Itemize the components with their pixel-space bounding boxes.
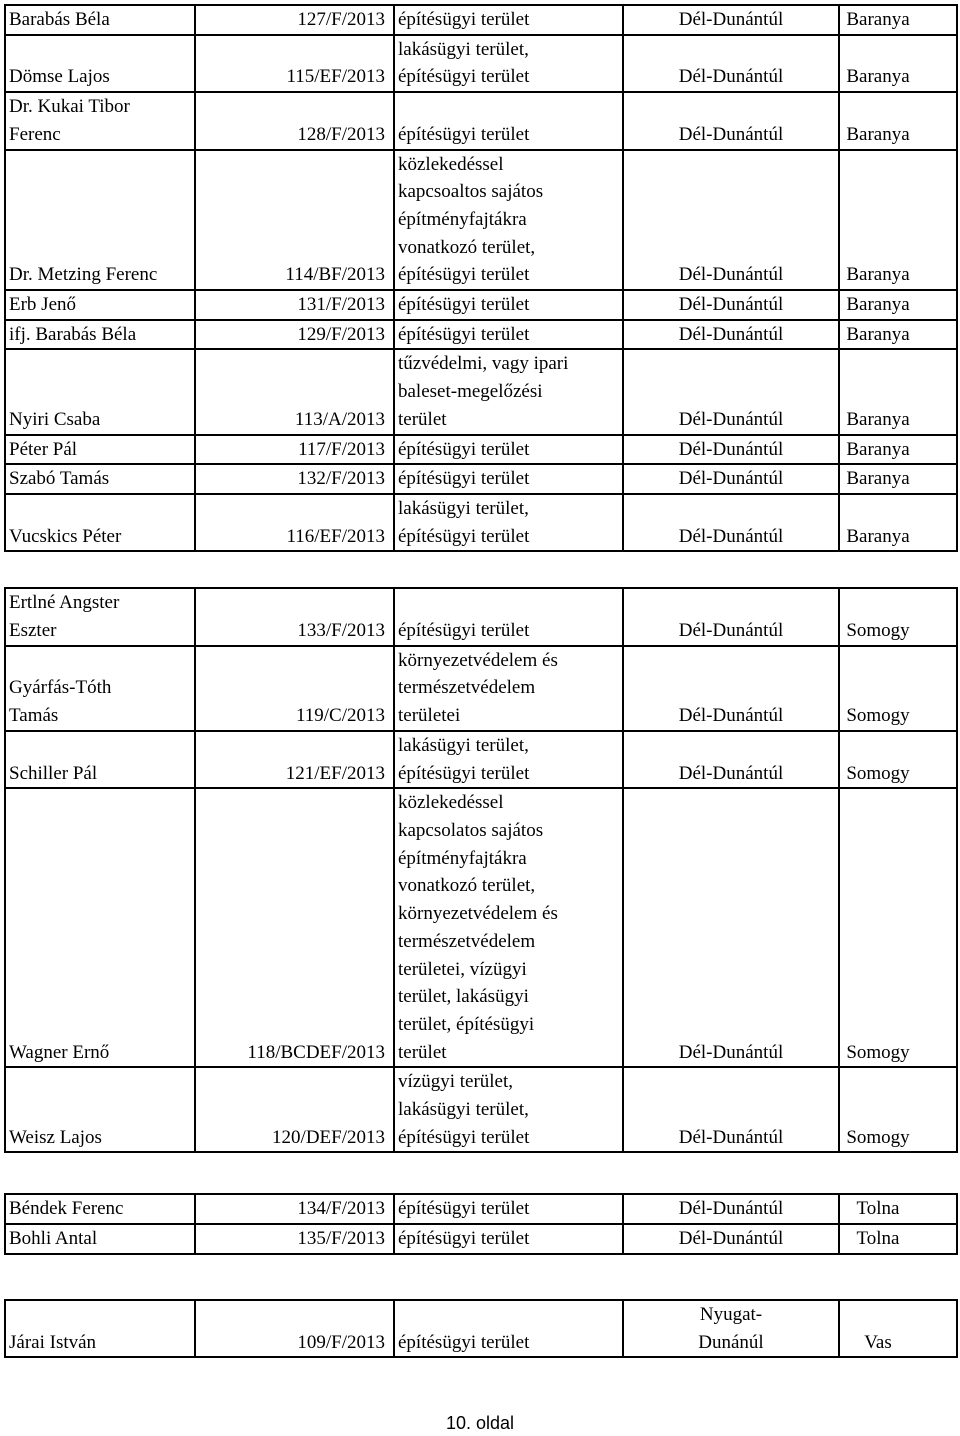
table-row — [5, 588, 957, 645]
register-table — [4, 587, 958, 1153]
area-line: lakásügyi terület, — [398, 734, 529, 756]
name-line: Járai István — [9, 1331, 97, 1353]
county-cell: Baranya — [839, 150, 957, 291]
region-cell — [623, 150, 839, 291]
register-table — [4, 1193, 958, 1254]
area-line: természetvédelem — [398, 677, 536, 699]
region-cell — [623, 464, 839, 494]
region-cell — [623, 349, 839, 434]
specialty-area-cell — [394, 1300, 623, 1357]
expert-name-cell — [5, 35, 195, 92]
specialty-area-cell — [394, 435, 623, 465]
area-line: építésügyi terület — [398, 762, 530, 784]
table-row — [5, 1300, 957, 1357]
specialty-area-cell — [394, 1067, 623, 1152]
specialty-area-cell — [394, 788, 623, 1067]
specialty-area-cell — [394, 588, 623, 645]
area-line: kapcsoaltos sajátos — [398, 181, 544, 203]
area-line: lakásügyi terület, — [398, 1099, 529, 1121]
specialty-area-cell — [394, 1194, 623, 1224]
county-cell: Baranya — [839, 464, 957, 494]
area-line: lakásügyi terület, — [398, 497, 529, 519]
expert-name-cell — [5, 731, 195, 788]
specialty-area-cell — [394, 320, 623, 350]
specialty-area-cell — [394, 731, 623, 788]
expert-name-cell — [5, 320, 195, 350]
area-line: terület — [398, 1041, 447, 1063]
region-line: Dél-Dunántúl — [678, 66, 784, 88]
table-row — [5, 150, 957, 291]
specialty-area-cell — [394, 150, 623, 291]
name-line: Schiller Pál — [9, 762, 98, 784]
name-line: Eszter — [9, 620, 57, 642]
expert-name-cell — [5, 92, 195, 149]
county-cell: Vas — [839, 1300, 957, 1357]
region-line: Dél-Dunántúl — [678, 705, 784, 727]
region-cell — [623, 35, 839, 92]
expert-name-cell — [5, 1224, 195, 1254]
area-line: természetvédelem — [398, 930, 536, 952]
specialty-area-cell — [394, 349, 623, 434]
area-line: építésügyi terület — [398, 123, 530, 145]
region-cell — [623, 731, 839, 788]
region-line: Dél-Dunántúl — [678, 264, 784, 286]
name-line: Weisz Lajos — [9, 1126, 102, 1148]
registration-number-cell: 127/F/2013 — [195, 5, 394, 35]
county-cell: Baranya — [839, 349, 957, 434]
expert-name-cell — [5, 646, 195, 731]
region-line: Nyugat- — [699, 1303, 763, 1325]
region-cell — [623, 92, 839, 149]
area-line: terület — [398, 408, 447, 430]
specialty-area-cell — [394, 290, 623, 320]
registration-number-cell: 121/EF/2013 — [195, 731, 394, 788]
table-row — [5, 35, 957, 92]
registration-number-cell: 117/F/2013 — [195, 435, 394, 465]
region-line: Dél-Dunántúl — [678, 9, 784, 30]
group-spacer — [4, 1153, 958, 1193]
area-line: építésügyi terület — [398, 264, 530, 286]
specialty-area-cell — [394, 464, 623, 494]
name-line: Gyárfás-Tóth — [9, 677, 112, 699]
name-line: Péter Pál — [9, 438, 78, 460]
registration-number-cell: 115/EF/2013 — [195, 35, 394, 92]
expert-name-cell — [5, 1194, 195, 1224]
region-cell — [623, 1194, 839, 1224]
area-line: építésügyi terület — [398, 1198, 530, 1220]
region-cell — [623, 646, 839, 731]
region-line: Dunánúl — [698, 1331, 764, 1353]
table-row — [5, 1194, 957, 1224]
county-cell: Baranya — [839, 320, 957, 350]
region-line: Dél-Dunántúl — [678, 123, 784, 145]
table-row — [5, 464, 957, 494]
area-line: terület, lakásügyi — [398, 986, 529, 1008]
region-line: Dél-Dunántúl — [678, 294, 784, 316]
registration-number-cell: 114/BF/2013 — [195, 150, 394, 291]
area-line: építésügyi terület — [398, 66, 530, 88]
area-line: építésügyi terület — [398, 294, 530, 316]
table-row — [5, 349, 957, 434]
registration-number-cell: 128/F/2013 — [195, 92, 394, 149]
name-line: Barabás Béla — [9, 9, 110, 30]
expert-name-cell — [5, 349, 195, 434]
expert-name-cell — [5, 5, 195, 35]
registration-number-cell: 135/F/2013 — [195, 1224, 394, 1254]
expert-name-cell — [5, 1067, 195, 1152]
area-line: építésügyi terület — [398, 9, 530, 30]
county-cell: Baranya — [839, 5, 957, 35]
area-line: építésügyi terület — [398, 1331, 530, 1353]
specialty-area-cell — [394, 646, 623, 731]
area-line: környezetvédelem és — [398, 903, 558, 925]
region-cell — [623, 435, 839, 465]
region-line: Dél-Dunántúl — [678, 438, 784, 460]
region-cell — [623, 320, 839, 350]
region-line: Dél-Dunántúl — [678, 468, 784, 490]
name-line: Ferenc — [9, 123, 61, 145]
registration-number-cell: 109/F/2013 — [195, 1300, 394, 1357]
expert-name-cell — [5, 290, 195, 320]
area-line: lakásügyi terület, — [398, 38, 529, 60]
expert-name-cell — [5, 588, 195, 645]
region-line: Dél-Dunántúl — [678, 408, 784, 430]
expert-name-cell — [5, 435, 195, 465]
registration-number-cell: 120/DEF/2013 — [195, 1067, 394, 1152]
county-cell: Somogy — [839, 731, 957, 788]
county-cell: Baranya — [839, 92, 957, 149]
table-row — [5, 290, 957, 320]
table-row — [5, 1224, 957, 1254]
region-cell — [623, 5, 839, 35]
registration-number-cell: 132/F/2013 — [195, 464, 394, 494]
expert-name-cell — [5, 788, 195, 1067]
region-line: Dél-Dunántúl — [678, 323, 784, 345]
county-cell: Baranya — [839, 494, 957, 551]
county-cell: Tolna — [839, 1224, 957, 1254]
region-cell — [623, 1300, 839, 1357]
specialty-area-cell — [394, 92, 623, 149]
area-line: építésügyi terület — [398, 468, 530, 490]
county-cell: Somogy — [839, 646, 957, 731]
region-cell — [623, 1224, 839, 1254]
county-cell: Somogy — [839, 1067, 957, 1152]
group-spacer — [4, 552, 958, 587]
table-row — [5, 788, 957, 1067]
name-line: Dömse Lajos — [9, 66, 110, 88]
area-line: tűzvédelmi, vagy ipari — [398, 353, 569, 375]
specialty-area-cell — [394, 5, 623, 35]
table-row — [5, 494, 957, 551]
area-line: építésügyi terület — [398, 438, 530, 460]
registration-number-cell: 133/F/2013 — [195, 588, 394, 645]
page-number: 10. oldal — [445, 1413, 515, 1433]
county-cell: Somogy — [839, 588, 957, 645]
area-line: közlekedéssel — [398, 153, 504, 175]
expert-name-cell — [5, 150, 195, 291]
name-line: ifj. Barabás Béla — [9, 323, 137, 345]
specialty-area-cell — [394, 1224, 623, 1254]
registration-number-cell: 119/C/2013 — [195, 646, 394, 731]
register-tables — [4, 4, 958, 1358]
area-line: építésügyi terület — [398, 1228, 530, 1250]
county-cell: Baranya — [839, 290, 957, 320]
area-line: környezetvédelem és — [398, 649, 558, 671]
area-line: vonatkozó terület, — [398, 875, 536, 897]
area-line: építésügyi terület — [398, 620, 530, 642]
region-line: Dél-Dunántúl — [678, 1198, 784, 1220]
area-line: építményfajtákra — [398, 208, 527, 230]
region-line: Dél-Dunántúl — [678, 1041, 784, 1063]
group-spacer — [4, 1255, 958, 1299]
region-line: Dél-Dunántúl — [678, 620, 784, 642]
table-row — [5, 435, 957, 465]
expert-name-cell — [5, 464, 195, 494]
region-cell — [623, 290, 839, 320]
area-line: építményfajtákra — [398, 847, 527, 869]
name-line: Wagner Ernő — [9, 1041, 110, 1063]
table-row — [5, 1067, 957, 1152]
name-line: Dr. Kukai Tibor — [9, 96, 130, 118]
area-line: területei — [398, 705, 461, 727]
name-line: Bohli Antal — [9, 1228, 98, 1250]
expert-name-cell — [5, 1300, 195, 1357]
registration-number-cell: 134/F/2013 — [195, 1194, 394, 1224]
county-cell: Tolna — [839, 1194, 957, 1224]
registration-number-cell: 129/F/2013 — [195, 320, 394, 350]
table-row — [5, 320, 957, 350]
registration-number-cell: 131/F/2013 — [195, 290, 394, 320]
region-cell — [623, 588, 839, 645]
area-line: baleset-megelőzési — [398, 381, 543, 403]
name-line: Tamás — [9, 705, 59, 727]
region-line: Dél-Dunántúl — [678, 1228, 784, 1250]
table-row — [5, 5, 957, 35]
region-cell — [623, 494, 839, 551]
area-line: építésügyi terület — [398, 525, 530, 547]
register-page — [4, 4, 958, 1358]
name-line: Nyiri Csaba — [9, 408, 101, 430]
name-line: Ertlné Angster — [9, 592, 120, 614]
county-cell: Baranya — [839, 435, 957, 465]
area-line: építésügyi terület — [398, 1126, 530, 1148]
name-line: Szabó Tamás — [9, 468, 110, 490]
county-cell: Somogy — [839, 788, 957, 1067]
region-line: Dél-Dunántúl — [678, 1126, 784, 1148]
name-line: Vucskics Péter — [9, 525, 122, 547]
area-line: terület, építésügyi — [398, 1013, 535, 1035]
table-row — [5, 92, 957, 149]
register-table — [4, 1299, 958, 1358]
name-line: Béndek Ferenc — [9, 1198, 124, 1220]
region-cell — [623, 1067, 839, 1152]
area-line: közlekedéssel — [398, 792, 504, 814]
name-line: Dr. Metzing Ferenc — [9, 264, 158, 286]
expert-name-cell — [5, 494, 195, 551]
area-line: vízügyi terület, — [398, 1071, 514, 1093]
specialty-area-cell — [394, 494, 623, 551]
region-cell — [623, 788, 839, 1067]
region-line: Dél-Dunántúl — [678, 525, 784, 547]
specialty-area-cell — [394, 35, 623, 92]
region-line: Dél-Dunántúl — [678, 762, 784, 784]
area-line: építésügyi terület — [398, 323, 530, 345]
name-line: Erb Jenő — [9, 294, 77, 316]
registration-number-cell: 118/BCDEF/2013 — [195, 788, 394, 1067]
registration-number-cell: 113/A/2013 — [195, 349, 394, 434]
county-cell: Baranya — [839, 35, 957, 92]
register-table — [4, 4, 958, 552]
area-line: területei, vízügyi — [398, 958, 527, 980]
area-line: vonatkozó terület, — [398, 236, 536, 258]
area-line: kapcsolatos sajátos — [398, 819, 544, 841]
registration-number-cell: 116/EF/2013 — [195, 494, 394, 551]
table-row — [5, 731, 957, 788]
table-row — [5, 646, 957, 731]
